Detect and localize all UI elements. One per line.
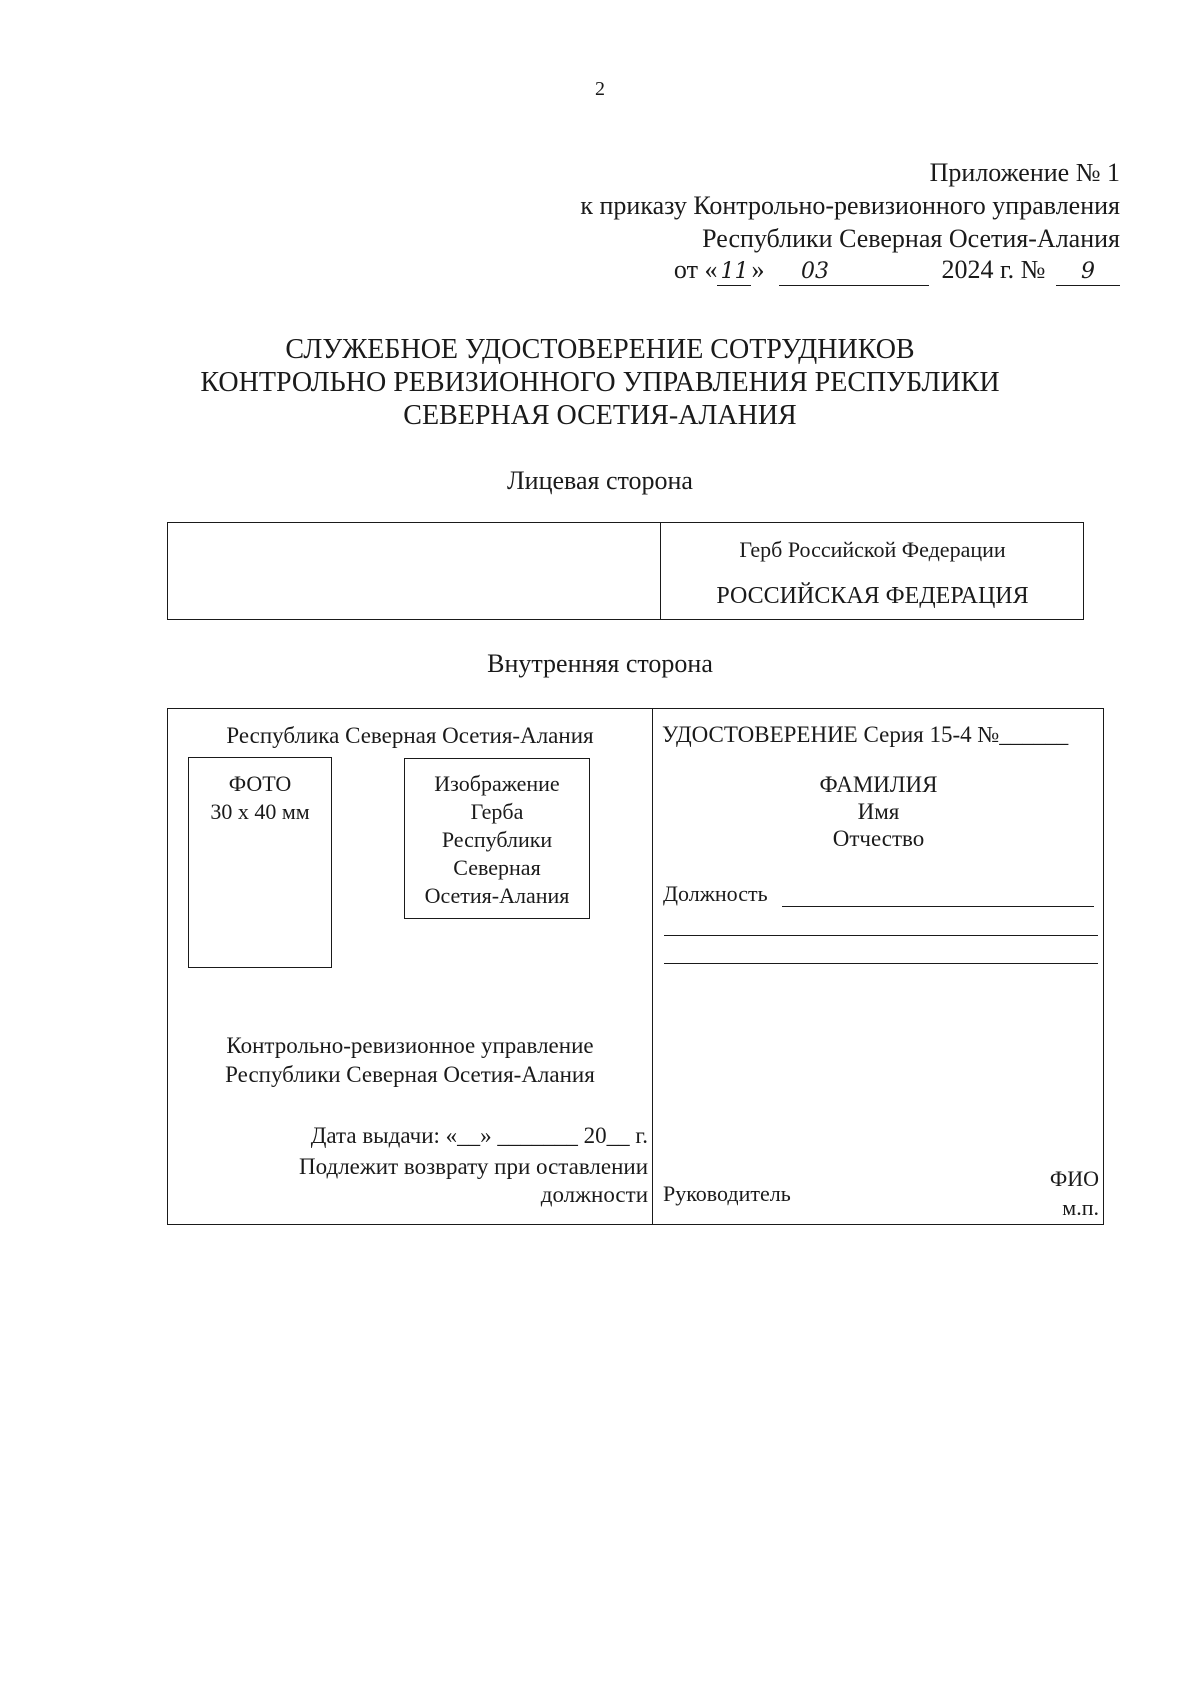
stamp-label: м.п. bbox=[1062, 1195, 1099, 1220]
date-mid: » bbox=[751, 255, 765, 284]
date-day: 11 bbox=[717, 259, 751, 286]
name-field: Имя bbox=[857, 799, 900, 824]
emblem-line-4: Северная bbox=[453, 855, 541, 880]
title-line-1: СЛУЖЕБНОЕ УДОСТОВЕРЕНИЕ СОТРУДНИКОВ bbox=[285, 334, 915, 365]
emblem-line-1: Изображение bbox=[434, 771, 560, 796]
head-label: Руководитель bbox=[663, 1181, 791, 1206]
inner-side-label: Внутренняя сторона bbox=[487, 649, 713, 678]
republic-emblem-label bbox=[404, 770, 590, 910]
issue-date: Дата выдачи: «__» _______ 20__ г. bbox=[310, 1123, 648, 1148]
position-line bbox=[782, 906, 1094, 907]
appendix-date-line bbox=[674, 252, 1120, 287]
title-line-3: СЕВЕРНАЯ ОСЕТИЯ-АЛАНИЯ bbox=[403, 400, 797, 431]
position-label: Должность bbox=[663, 881, 768, 906]
republic-name: Республика Северная Осетия-Алания bbox=[226, 723, 594, 748]
front-side-label: Лицевая сторона bbox=[507, 466, 693, 495]
position-line-3 bbox=[664, 963, 1098, 964]
return-note-line-2: должности bbox=[540, 1182, 648, 1207]
title-line-2: КОНТРОЛЬНО РЕВИЗИОННОГО УПРАВЛЕНИЯ РЕСПУБЛИКИ bbox=[200, 367, 1000, 398]
emblem-line-2: Герба bbox=[470, 799, 524, 824]
appendix-title: Приложение № 1 bbox=[929, 158, 1120, 187]
photo-line-1: ФОТО bbox=[228, 771, 292, 796]
appendix-line-2: к приказу Контрольно-ревизионного управления bbox=[580, 191, 1120, 220]
return-note-line-1: Подлежит возврату при оставлении bbox=[299, 1154, 648, 1179]
photo-label bbox=[188, 770, 332, 826]
emblem-line-3: Республики bbox=[441, 827, 553, 852]
date-month: 03 bbox=[779, 259, 929, 286]
fio-label: ФИО bbox=[1049, 1166, 1099, 1191]
organization-name bbox=[168, 1031, 652, 1089]
certificate-header: УДОСТОВЕРЕНИЕ Серия 15-4 №______ bbox=[662, 722, 1069, 747]
position-line-2 bbox=[664, 935, 1098, 936]
page-number: 2 bbox=[595, 78, 605, 100]
appendix-line-3: Республики Северная Осетия-Алания bbox=[702, 224, 1120, 253]
surname-field: ФАМИЛИЯ bbox=[819, 772, 938, 797]
holder-name-block bbox=[653, 770, 1104, 853]
document-title bbox=[0, 333, 1200, 432]
date-year-text: 2024 г. № bbox=[941, 255, 1046, 284]
photo-size: 30 х 40 мм bbox=[210, 799, 310, 824]
org-line-1: Контрольно-ревизионное управление bbox=[226, 1033, 594, 1058]
date-prefix: от « bbox=[673, 255, 718, 284]
emblem-line-5: Осетия-Алания bbox=[424, 883, 570, 908]
country-name: РОССИЙСКАЯ ФЕДЕРАЦИЯ bbox=[716, 583, 1029, 609]
patronymic-field: Отчество bbox=[832, 826, 925, 851]
org-line-2: Республики Северная Осетия-Алания bbox=[225, 1062, 595, 1087]
order-number: 9 bbox=[1056, 259, 1120, 286]
coat-of-arms-rf: Герб Российской Федерации bbox=[739, 537, 1006, 562]
